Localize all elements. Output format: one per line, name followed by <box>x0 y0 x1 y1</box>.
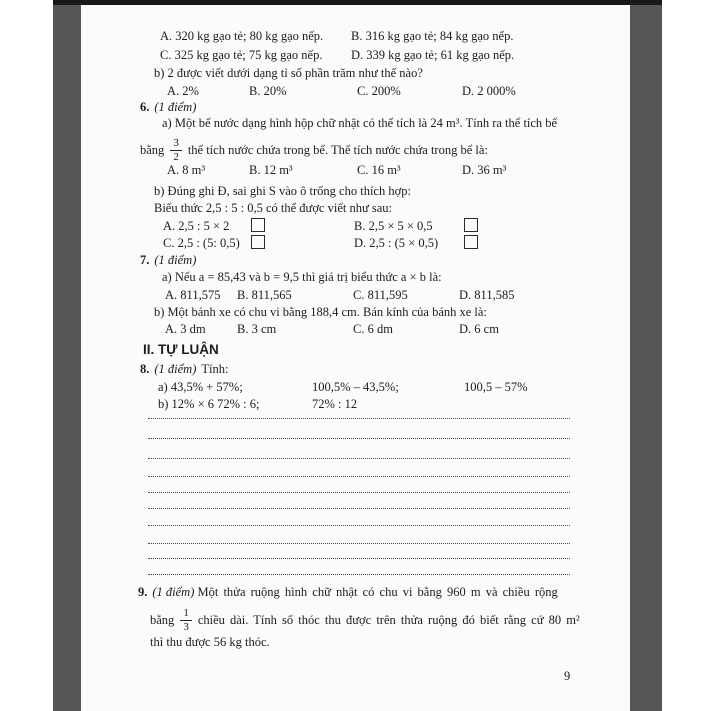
q5-part-b <box>81 66 630 81</box>
q6b-option-a: A. 2,5 : 5 × 2 <box>163 219 230 233</box>
q7b-option-a: A. 3 dm <box>165 322 206 336</box>
q7a-option-d: D. 811,585 <box>459 288 515 302</box>
q6b-expression-line <box>81 201 630 216</box>
q6b-option-c: C. 2,5 : (5: 0,5) <box>163 236 240 250</box>
q6-number: 6. <box>140 100 150 114</box>
q5b-option-a: A. 2% <box>167 84 199 98</box>
q5-part-b-text: b) 2 được viết dưới dạng tỉ số phần trăm như thế nào? <box>154 66 423 80</box>
q9-pre: bằng <box>150 612 175 627</box>
q6b-option-b: B. 2,5 × 5 × 0,5 <box>354 219 433 233</box>
q6-score: (1 điểm) <box>154 100 197 114</box>
dotted-answer-line <box>148 492 570 493</box>
q6b-expression: Biểu thức 2,5 : 5 : 0,5 có thể được viết như sau: <box>154 201 393 215</box>
q7b-text-line <box>81 305 630 320</box>
q7a-text: a) Nếu a = 85,43 và b = 9,5 thì giá trị biểu thức a × b là: <box>162 270 442 284</box>
answer-checkbox-d <box>464 235 478 249</box>
q6b-option-d: D. 2,5 : (5 × 0,5) <box>354 236 439 250</box>
q6a-text-line <box>81 116 630 131</box>
q8a-item-1: a) 43,5% + 57%; <box>158 380 243 394</box>
q6a-option-c: C. 16 m³ <box>357 163 401 177</box>
answer-checkbox-c <box>251 235 265 249</box>
q5-options-row-1 <box>81 29 630 44</box>
q6b-intro-line <box>81 184 630 199</box>
dotted-answer-line <box>148 418 570 419</box>
fraction-3-2: $\frac{3}{2}$ <box>170 137 182 164</box>
q5-option-a: A. 320 kg gạo tẻ; 80 kg gạo nếp. <box>160 29 324 43</box>
q9-number: 9. <box>138 585 148 599</box>
q7a-option-c: C. 811,595 <box>353 288 408 302</box>
answer-checkbox-b <box>464 218 478 232</box>
q9-line-3 <box>81 635 630 650</box>
q7b-option-b: B. 3 cm <box>237 322 277 336</box>
q9-post: chiều dài. Tính số thóc thu được trên thửa ruộng đó biết rằng cứ 80 m² <box>197 612 580 627</box>
q5b-option-b: B. 20% <box>249 84 287 98</box>
dotted-answer-line <box>148 438 570 439</box>
q9-text-1: Một thửa ruộng hình chữ nhật có chu vi bằng 960 m và chiều rộng <box>197 585 558 599</box>
dotted-answer-line <box>148 508 570 509</box>
q8a-item-3: 100,5 – 57% <box>464 380 528 394</box>
dotted-answer-line <box>148 543 570 544</box>
photo-backdrop <box>53 0 662 711</box>
q5-option-d: D. 339 kg gạo tẻ; 61 kg gạo nếp. <box>351 48 515 62</box>
fraction-1-3: $\frac{1}{3}$ <box>180 607 192 634</box>
q8-number: 8. <box>140 362 150 376</box>
q9-score: (1 điểm) <box>152 585 195 599</box>
q6a-option-a: A. 8 m³ <box>167 163 206 177</box>
q6b-options-row-1 <box>81 219 630 234</box>
q7a-text-line <box>81 270 630 285</box>
q5-options-row-2 <box>81 48 630 63</box>
q8-label: Tính: <box>201 362 229 376</box>
q7a-options-row <box>81 288 630 303</box>
q6a-option-d: D. 36 m³ <box>462 163 507 177</box>
q7-number: 7. <box>140 253 150 267</box>
dotted-answer-line <box>148 458 570 459</box>
q8-score: (1 điểm) <box>154 362 197 376</box>
q7-score: (1 điểm) <box>154 253 197 267</box>
dotted-answer-line <box>148 558 570 559</box>
q7b-text: b) Một bánh xe có chu vi bằng 188,4 cm. Bán kính của bánh xe là: <box>154 305 487 319</box>
dotted-answer-line <box>148 574 570 575</box>
q6a-option-b: B. 12 m³ <box>249 163 293 177</box>
q7b-option-d: D. 6 cm <box>459 322 499 336</box>
page-number: 9 <box>564 669 571 683</box>
dotted-answer-line <box>148 525 570 526</box>
q7a-option-b: B. 811,565 <box>237 288 292 302</box>
section-2-heading-line <box>81 343 630 358</box>
q8-header <box>81 362 630 377</box>
q9-line-1 <box>81 585 630 600</box>
q5b-option-d: D. 2 000% <box>462 84 516 98</box>
q6-header <box>81 100 630 115</box>
dotted-answer-line <box>148 476 570 477</box>
q7b-option-c: C. 6 dm <box>353 322 393 336</box>
q9-fraction-line <box>150 602 580 638</box>
document-page <box>81 5 630 711</box>
q6b-options-row-2 <box>81 236 630 251</box>
q5-option-c: C. 325 kg gạo tẻ; 75 kg gạo nếp. <box>160 48 323 62</box>
q8a-item-2: 100,5% – 43,5%; <box>312 380 399 394</box>
q7b-options-row <box>81 322 630 337</box>
page-number-line <box>81 669 630 684</box>
q6a-options-row <box>81 163 630 178</box>
q8b-item-1: b) 12% × 6 72% : 6; <box>158 397 260 411</box>
q5b-options-row <box>81 84 630 99</box>
q5-option-b: B. 316 kg gạo tẻ; 84 kg gạo nếp. <box>351 29 514 43</box>
q9-text-3: thì thu được 56 kg thóc. <box>150 635 270 649</box>
q7a-option-a: A. 811,575 <box>165 288 221 302</box>
answer-checkbox-a <box>251 218 265 232</box>
q8a-row <box>81 380 630 395</box>
q6a-post: thể tích nước chứa trong bể. Thể tích nước chứa trong bể là: <box>187 142 488 157</box>
q5b-option-c: C. 200% <box>357 84 401 98</box>
q7-header <box>81 253 630 268</box>
q6b-intro: b) Đúng ghi Đ, sai ghi S vào ô trống cho thích hợp: <box>154 184 411 198</box>
q6a-pre: bằng <box>140 142 165 157</box>
q8b-row <box>81 397 630 412</box>
section-2-heading: II. TỰ LUẬN <box>143 342 219 357</box>
q8b-item-2: 72% : 12 <box>312 397 358 411</box>
q6a-text: a) Một bể nước dạng hình hộp chữ nhật có thể tích là 24 m³. Tính ra thể tích bể <box>162 116 558 130</box>
